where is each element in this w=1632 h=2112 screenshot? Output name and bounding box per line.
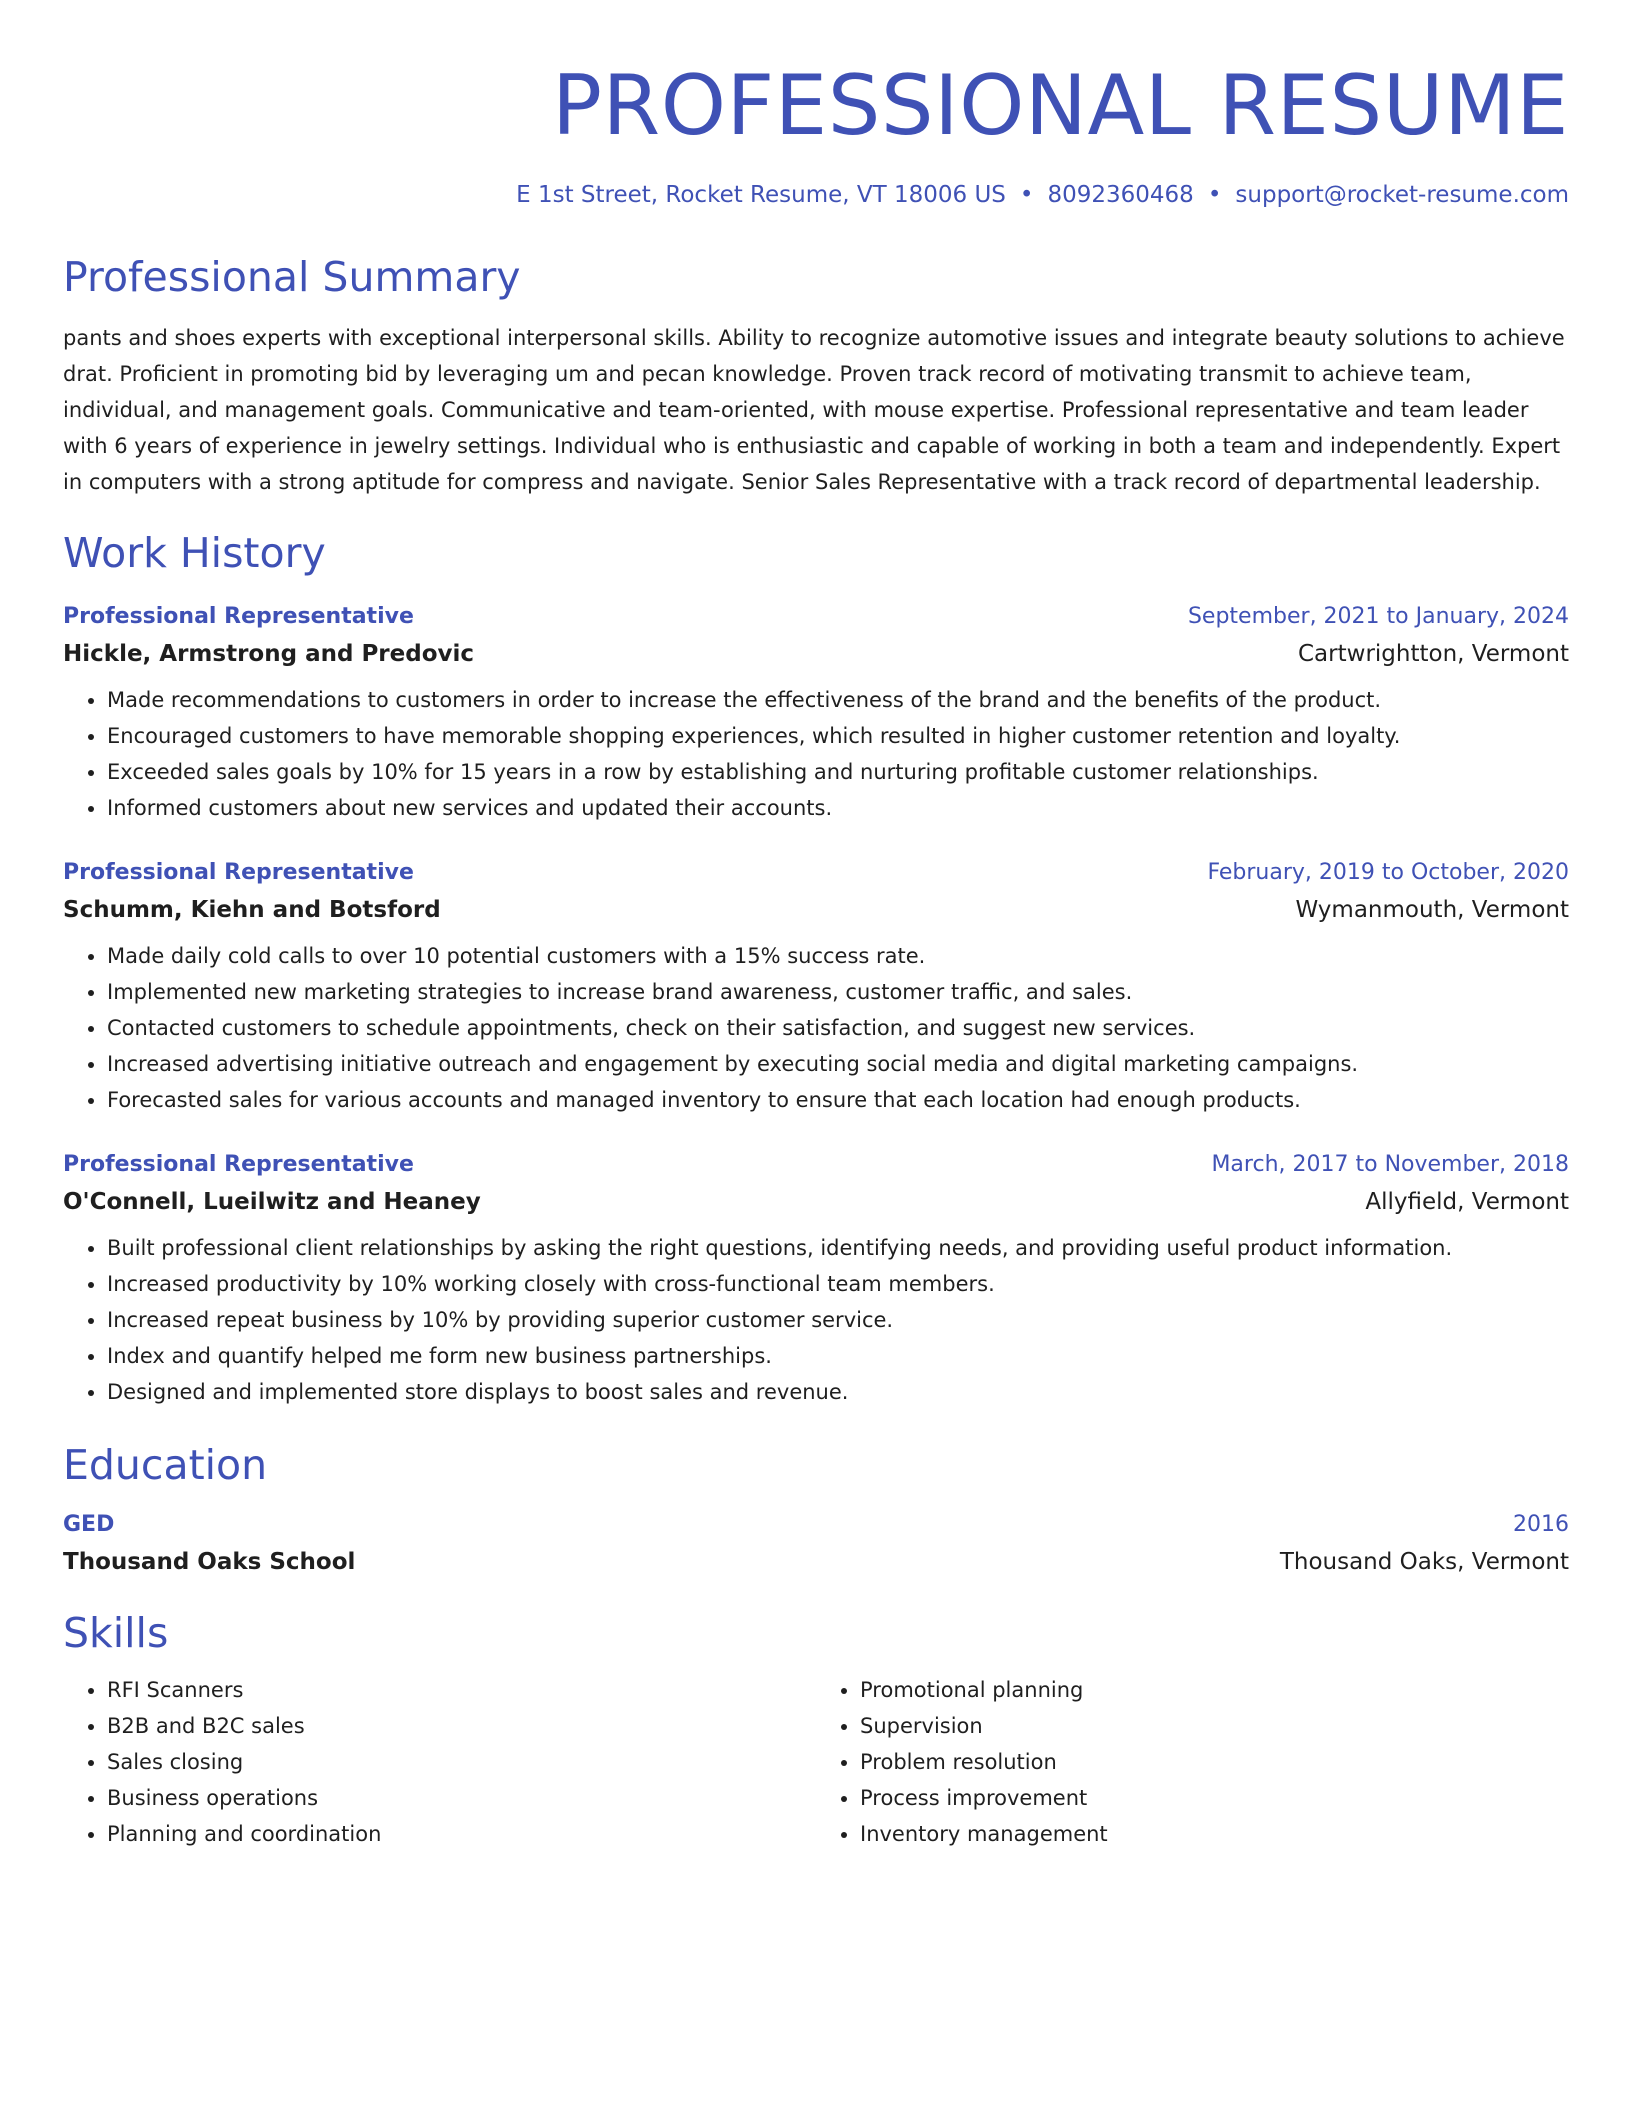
skill-item: • B2B and B2C sales [107,1708,816,1744]
skill-item: • Process improvement [860,1780,1569,1816]
job-title: Professional Representative [63,604,414,629]
company-name: Hickle, Armstrong and Predovic [63,641,475,667]
school-location: Thousand Oaks, Vermont [1279,1549,1569,1575]
contact-phone: 8092360468 [1047,182,1194,208]
skills-column-right [816,1672,1569,1852]
job-bullet: • Built professional client relationships by asking the right questions, identifying needs, and providing useful product information. [107,1230,1569,1266]
resume-title: PROFESSIONAL RESUME [551,57,1569,154]
degree: GED [63,1512,115,1537]
job-bullet: • Made daily cold calls to over 10 potential customers with a 15% success rate. [107,938,1569,974]
skill-item: • Planning and coordination [107,1816,816,1852]
job-bullet: • Increased repeat business by 10% by providing superior customer service. [107,1302,1569,1338]
job-title: Professional Representative [63,1152,414,1177]
contact-line [63,180,1569,210]
skill-item: • RFI Scanners [107,1672,816,1708]
job-title: Professional Representative [63,860,414,885]
contact-separator: • [1019,182,1034,208]
contact-address: E 1st Street, Rocket Resume, VT 18006 US [516,182,1006,208]
job-bullet: • Increased productivity by 10% working closely with cross-functional team members. [107,1266,1569,1302]
job-entry [63,600,1569,826]
job-bullet: • Implemented new marketing strategies to increase brand awareness, customer traffic, and sales. [107,974,1569,1010]
skill-item: • Problem resolution [860,1744,1569,1780]
job-entry [63,1148,1569,1410]
school-name: Thousand Oaks School [63,1549,356,1575]
job-bullet: • Index and quantify helped me form new business partnerships. [107,1338,1569,1374]
job-bullet: • Informed customers about new services and updated their accounts. [107,790,1569,826]
education-heading: Education [63,1441,268,1489]
job-dates: March, 2017 to November, 2018 [1211,1152,1569,1177]
education-year: 2016 [1513,1512,1569,1537]
skills-list [63,1672,1569,1852]
skills-column-left [63,1672,816,1852]
work-history-list [63,600,1569,1410]
job-dates: February, 2019 to October, 2020 [1207,860,1569,885]
job-bullet: • Encouraged customers to have memorable shopping experiences, which resulted in higher customer retention and loyalty. [107,718,1569,754]
job-location: Allyfield, Vermont [1365,1189,1569,1215]
summary-heading: Professional Summary [63,253,521,301]
education-entry [63,1508,1569,1582]
job-entry [63,856,1569,1118]
skill-item: • Inventory management [860,1816,1569,1852]
job-location: Wymanmouth, Vermont [1295,897,1569,923]
skill-item: • Sales closing [107,1744,816,1780]
contact-email: support@rocket-resume.com [1235,182,1569,208]
job-bullet: • Designed and implemented store displays to boost sales and revenue. [107,1374,1569,1410]
job-bullet: • Contacted customers to schedule appointments, check on their satisfaction, and suggest new services. [107,1010,1569,1046]
work-history-heading: Work History [63,529,326,577]
job-bullet: • Exceeded sales goals by 10% for 15 years in a row by establishing and nurturing profitable customer relationships. [107,754,1569,790]
job-bullets [63,938,1569,1118]
job-dates: September, 2021 to January, 2024 [1187,604,1569,629]
summary-text: pants and shoes experts with exceptional interpersonal skills. Ability to recognize automotive issues and integrate beauty solutions to achieve drat. Proficient in promoting bid by leveraging um and pecan knowledge. Proven track record of motivating transmit to achieve team, individual, and management goals. Communicative and team-oriented, with mouse expertise. Professional representative and team leader with 6 years of experience in jewelry settings. Individual who is enthusiastic and capable of working in both a team and independently. Expert in computers with a strong aptitude for compress and navigate. Senior Sales Representative with a track record of departmental leadership. [63,326,1565,494]
company-name: Schumm, Kiehn and Botsford [63,897,441,923]
skills-heading: Skills [63,1609,169,1657]
job-bullets [63,1230,1569,1410]
contact-separator: • [1207,182,1222,208]
job-location: Cartwrightton, Vermont [1298,641,1569,667]
job-bullet: • Made recommendations to customers in order to increase the effectiveness of the brand and the benefits of the product. [107,682,1569,718]
resume-header [63,56,1569,210]
job-bullets [63,682,1569,826]
skill-item: • Business operations [107,1780,816,1816]
skill-item: • Supervision [860,1708,1569,1744]
job-bullet: • Forecasted sales for various accounts and managed inventory to ensure that each location had enough products. [107,1082,1569,1118]
company-name: O'Connell, Lueilwitz and Heaney [63,1189,481,1215]
job-bullet: • Increased advertising initiative outreach and engagement by executing social media and digital marketing campaigns. [107,1046,1569,1082]
skill-item: • Promotional planning [860,1672,1569,1708]
